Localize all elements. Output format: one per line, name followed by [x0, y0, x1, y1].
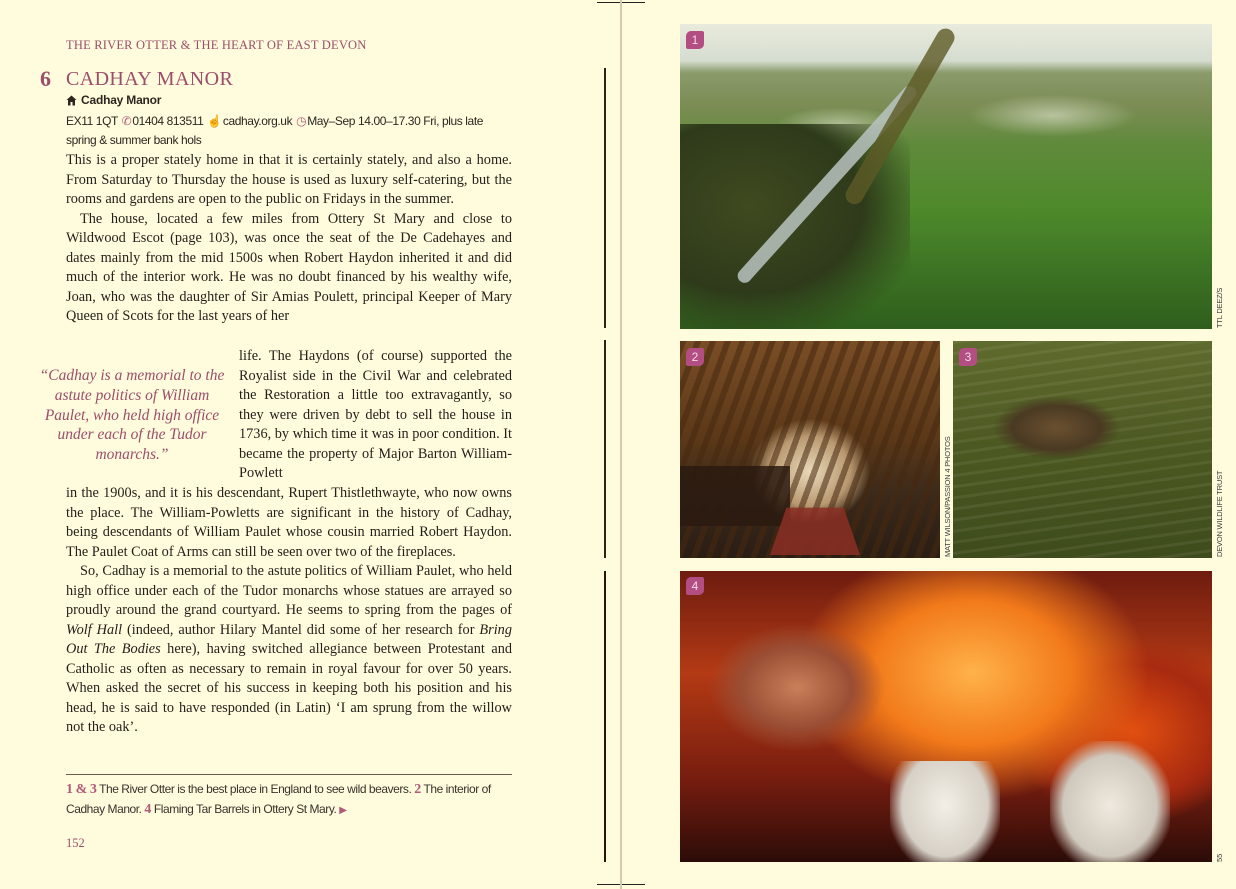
body-text-1	[66, 151, 512, 327]
entry-title: CADHAY MANOR	[66, 68, 234, 90]
page-number-right: 55	[1215, 853, 1224, 862]
photo-bleed-edge-2	[604, 340, 606, 558]
photo-credit-3: DEVON WILDLIFE TRUST	[1215, 470, 1224, 557]
photo-credit-1: TTL DEEZ/S	[1215, 287, 1224, 328]
postcode: EX11 1QT	[66, 114, 118, 128]
photo-beaver	[953, 341, 1212, 558]
web-icon: ☝	[207, 114, 222, 128]
photo-bleed-edge-4	[604, 571, 606, 862]
paragraph-3-mid: (indeed, author Hilary Mantel did some of her research for	[122, 621, 480, 638]
photo-cadhay-interior	[680, 341, 940, 558]
opening-hours: May–Sep 14.00–17.30 Fri, plus late spring & summer bank hols	[66, 114, 484, 147]
photo-captions	[66, 780, 512, 820]
page-number-left: 152	[66, 836, 85, 850]
photo-badge-1: 1	[686, 31, 704, 49]
photo-river-otter-valley	[680, 24, 1212, 329]
paragraph-3-start: So, Cadhay is a memorial to the astute politics of William Paulet, who held high office under each of the Tudor monarchs whose statues are arrayed so proudly around the grand courtyard. He seems to spring from the pages of	[66, 563, 512, 618]
website-link[interactable]: cadhay.org.uk	[222, 114, 293, 128]
photo-badge-2: 2	[686, 348, 704, 366]
info-line	[66, 112, 516, 150]
dining-table	[680, 466, 790, 526]
rug	[770, 508, 860, 555]
caption-divider	[66, 774, 512, 775]
book-title-wolf-hall: Wolf Hall	[66, 621, 123, 638]
paragraph-3-end: here), having switched allegiance between Protestant and Catholic as often as necessary to remain in royal favour for over 50 years. When asked the secret of his success in keeping both his position and his head, he is said to have responded (in Latin) ‘I am sprung from the willow not the oak’.	[66, 641, 512, 735]
caption-text-4: Flaming Tar Barrels in Ottery St Mary.	[150, 801, 340, 816]
photo-credit-2: MATT WILSON/PASSION 4 PHOTOS	[943, 436, 952, 557]
body-text-3	[66, 484, 512, 738]
caption-text-2: The interior of Cadhay Manor.	[66, 782, 491, 816]
onlooker	[1050, 741, 1170, 862]
house-icon	[66, 95, 77, 106]
entry-number: 6	[40, 66, 51, 91]
phone-number[interactable]: 01404 813511	[132, 114, 204, 128]
barrel-carrier	[890, 761, 1000, 862]
caption-number-2: 2	[414, 782, 421, 797]
running-head: THE RIVER OTTER & THE HEART OF EAST DEVON	[66, 38, 367, 52]
photo-tar-barrels	[680, 571, 1212, 862]
caption-number-4: 4	[144, 801, 151, 817]
paragraph-2b: life. The Haydons (of course) supported the Royalist side in the Civil War and celebrated the Restoration a little too extravagantly, so they were driven by debt to sell the house in 1736, by which time it was in poor condition. It became the property of Major Barton William-Powlett	[239, 348, 512, 481]
caption-text-1-3: The River Otter is the best place in England to see wild beavers.	[96, 782, 415, 796]
photo-bleed-edge-1	[604, 68, 606, 328]
paragraph-2a: The house, located a few miles from Ottery St Mary and close to Wildwood Escot (page 103), was once the seat of the De Cadehayes and dates mainly from the mid 1500s when Robert Haydon inherited it and did much of the interior work. He was no doubt financed by his wealthy wife, Joan, who was the daughter of Sir Amias Poulett, principal Keeper of Mary Queen of Scots for the last years of her	[66, 210, 512, 324]
photo-badge-4: 4	[686, 577, 704, 595]
clock-icon: ◷	[296, 114, 307, 128]
photo-badge-3: 3	[959, 348, 977, 366]
continue-arrow-icon: ▶	[339, 804, 347, 816]
book-title-bring-out-the-bodies: Bring Out The Bodies	[66, 621, 512, 657]
paragraph-1: This is a proper stately home in that it is certainly stately, and also a home. From Saturday to Thursday the house is used as luxury self-catering, but the rooms and gardens are open to the public on Fridays in the summer.	[66, 152, 512, 207]
paragraph-3	[66, 562, 512, 738]
place-name: Cadhay Manor	[81, 93, 162, 107]
body-text-2	[239, 347, 512, 484]
place-line	[66, 93, 161, 107]
pull-quote: “Cadhay is a memorial to the astute politics of William Paulet, who held high office under each of the Tudor monarchs.”	[39, 367, 225, 464]
paragraph-2c: in the 1900s, and it is his descendant, Rupert Thistlethwayte, who now owns the place. The William-Powletts are significant in the history of Cadhay, being descendants of William Paulet whose cousin married Robert Haydon. The Paulet Coat of Arms can still be seen over two of the fireplaces.	[66, 485, 512, 560]
phone-icon: ✆	[121, 114, 132, 128]
caption-number-1-3: 1 & 3	[66, 782, 97, 797]
page-gutter	[620, 0, 622, 889]
